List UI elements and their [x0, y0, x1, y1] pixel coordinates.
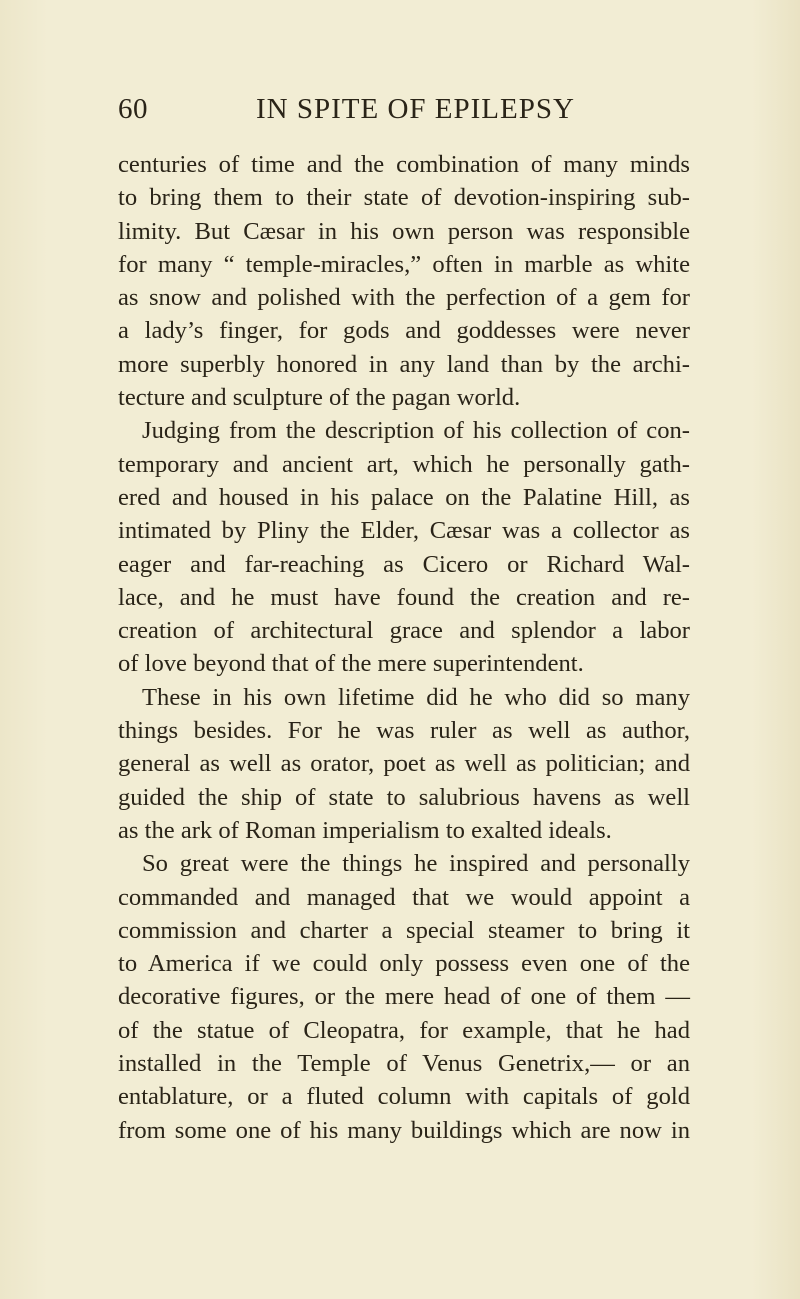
- text-line: guided the ship of state to salubrious havens as well: [118, 783, 690, 811]
- text-line: to bring them to their state of devotion-inspiring sub-: [118, 184, 690, 212]
- page-header: [118, 92, 718, 126]
- text-line: lace, and he must have found the creation and re-: [118, 583, 690, 611]
- body-text: [118, 148, 690, 1147]
- text-line: limity. But Cæsar in his own person was responsible: [118, 217, 690, 245]
- text-line: of the statue of Cleopatra, for example, that he had: [118, 1016, 690, 1044]
- text-line: entablature, or a fluted column with capitals of gold: [118, 1083, 690, 1111]
- running-title: IN SPITE OF EPILEPSY: [256, 93, 575, 125]
- text-line: Judging from the description of his collection of con-: [142, 417, 690, 445]
- text-line: tecture and sculpture of the pagan world.: [118, 384, 521, 412]
- text-line: commission and charter a special steamer to bring it: [118, 916, 690, 944]
- text-line: creation of architectural grace and splendor a labor: [118, 617, 690, 645]
- text-line: as snow and polished with the perfection of a gem for: [118, 284, 690, 312]
- text-line: more superbly honored in any land than by the archi-: [118, 350, 690, 378]
- text-line: as the ark of Roman imperialism to exalted ideals.: [118, 816, 612, 844]
- text-line: for many “ temple-miracles,” often in marble as white: [118, 250, 690, 278]
- text-line: things besides. For he was ruler as well as author,: [118, 717, 690, 745]
- text-line: a lady’s finger, for gods and goddesses were never: [118, 317, 690, 345]
- text-line: of love beyond that of the mere superintendent.: [118, 650, 584, 678]
- text-line: intimated by Pliny the Elder, Cæsar was a collector as: [118, 517, 690, 545]
- text-line: general as well as orator, poet as well as politician; and: [118, 750, 690, 778]
- text-line: ered and housed in his palace on the Palatine Hill, as: [118, 483, 690, 511]
- text-line: centuries of time and the combination of many minds: [118, 151, 690, 178]
- text-line: These in his own lifetime did he who did so many: [142, 683, 690, 711]
- text-line: commanded and managed that we would appoint a: [118, 883, 690, 911]
- text-line: eager and far-reaching as Cicero or Richard Wal-: [118, 550, 690, 578]
- text-line: So great were the things he inspired and personally: [142, 850, 690, 878]
- text-line: to America if we could only possess even one of the: [118, 950, 690, 978]
- text-line: temporary and ancient art, which he personally gath-: [118, 450, 690, 478]
- text-line: from some one of his many buildings which are now in: [118, 1116, 690, 1144]
- text-line: installed in the Temple of Venus Genetrix,— or an: [118, 1050, 690, 1078]
- text-line: decorative figures, or the mere head of one of them —: [118, 983, 690, 1011]
- page-number: 60: [118, 93, 148, 125]
